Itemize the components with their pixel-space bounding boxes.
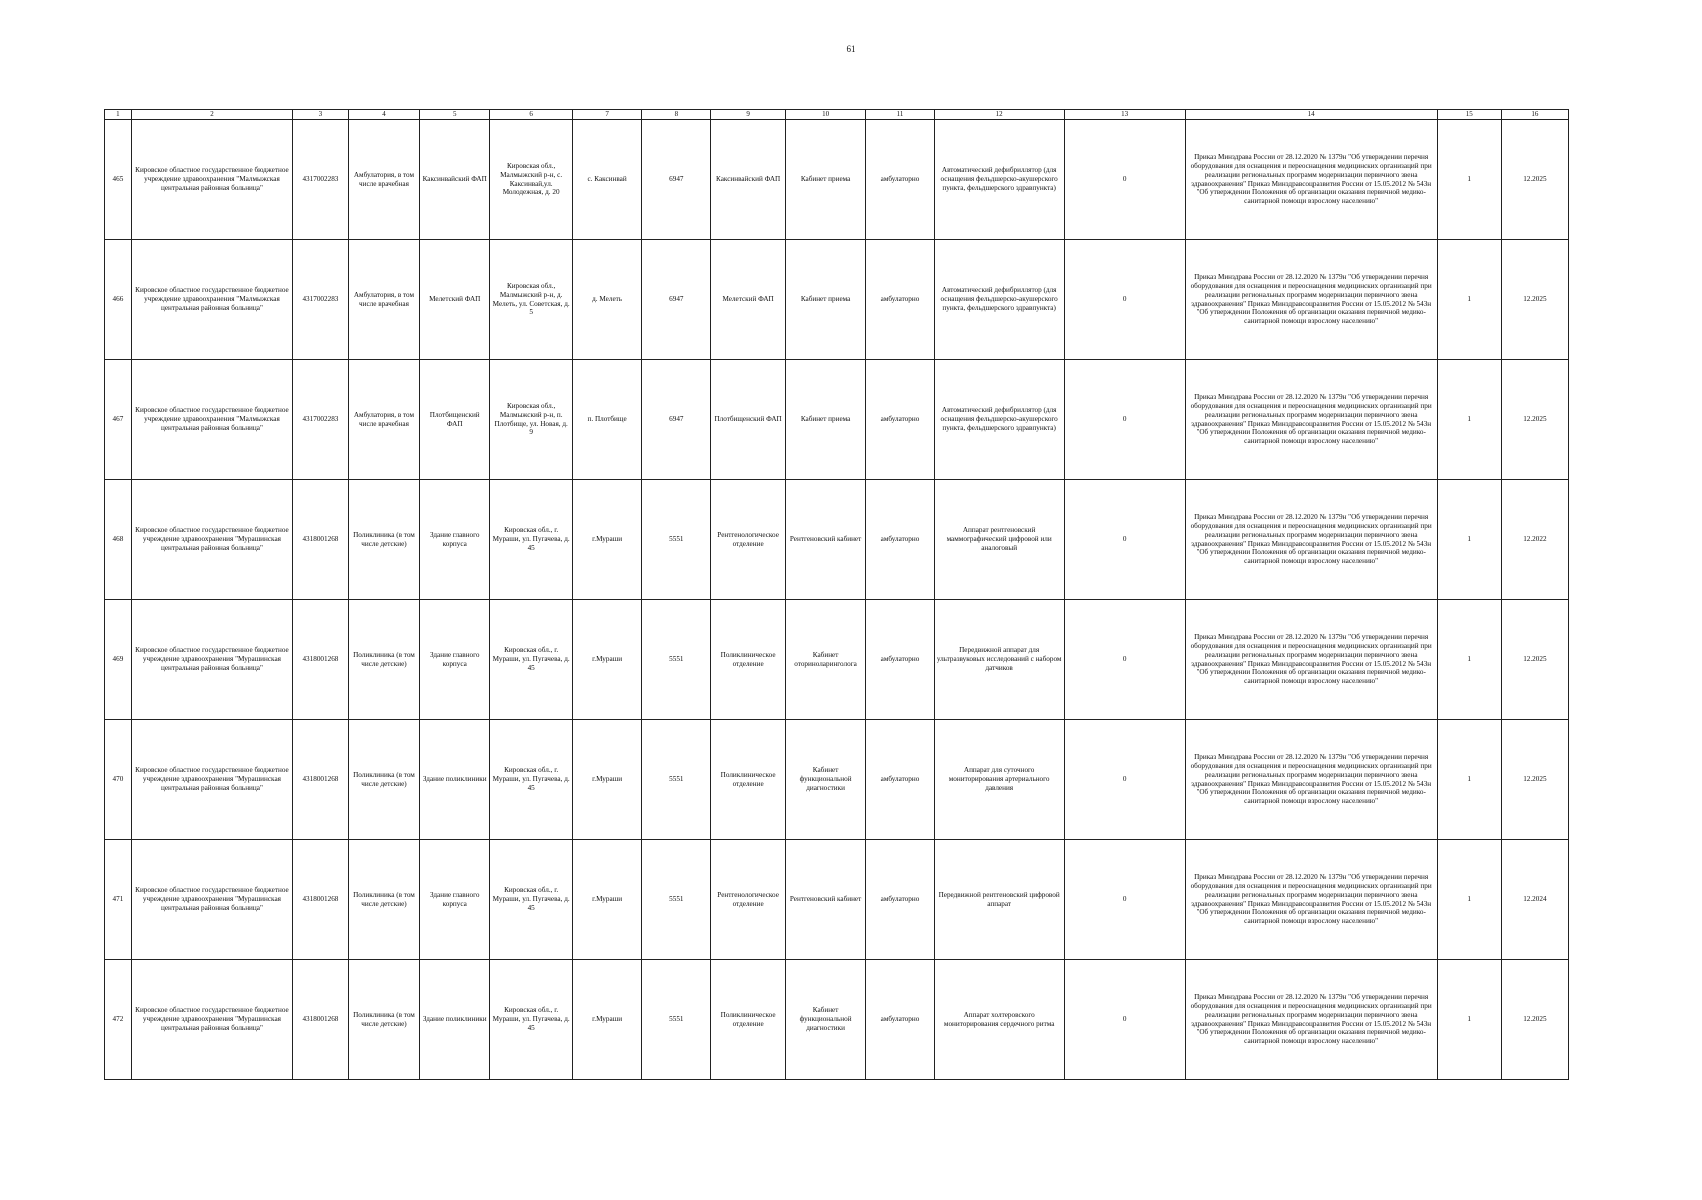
column-number-3: 3	[293, 110, 349, 120]
facility-type: Поликлиника (в том числе детские)	[348, 720, 419, 840]
quantity-needed: 1	[1437, 720, 1501, 840]
settlement: г.Мураши	[572, 480, 641, 600]
table-row	[105, 480, 1569, 600]
inn-code: 4318001268	[293, 600, 349, 720]
column-number-16: 16	[1501, 110, 1568, 120]
organization-name: Кировское областное государственное бюджетное учреждение здравоохранения "Мурашинская центральная районная больница"	[131, 840, 292, 960]
row-number: 465	[105, 120, 132, 240]
address: Кировская обл., г. Мураши, ул. Пугачева, д. 45	[490, 720, 573, 840]
legal-basis: Приказ Минздрава России от 28.12.2020 № 1379н "Об утверждении перечня оборудования для оснащения и переоснащения медицинских организаций при реализации региональных программ модернизации первичного звена здравоохранения" Приказ Минздравсоцразвития России от 15.05.2012 № 543н "Об утверждении Положения об организации оказания первичной медико-санитарной помощи взрослому населению"	[1185, 840, 1437, 960]
quantity-current: 0	[1064, 120, 1185, 240]
due-date: 12.2025	[1501, 240, 1568, 360]
due-date: 12.2025	[1501, 360, 1568, 480]
building-name: Мелетский ФАП	[420, 240, 490, 360]
population: 5551	[642, 720, 711, 840]
care-mode: амбулаторно	[866, 720, 934, 840]
department: Поликлиническое отделение	[711, 960, 785, 1080]
inn-code: 4318001268	[293, 720, 349, 840]
equipment-name: Автоматический дефибриллятор (для оснащения фельдшерско-акушерского пункта, фельдшерского здравпункта)	[934, 120, 1064, 240]
population: 6947	[642, 360, 711, 480]
row-number: 469	[105, 600, 132, 720]
column-number-row	[105, 110, 1569, 120]
population: 5551	[642, 960, 711, 1080]
department: Рентгенологическое отделение	[711, 480, 785, 600]
quantity-current: 0	[1064, 720, 1185, 840]
equipment-name: Аппарат рентгеновский маммографический цифровой или аналоговый	[934, 480, 1064, 600]
due-date: 12.2025	[1501, 600, 1568, 720]
address: Кировская обл., г. Мураши, ул. Пугачева, д. 45	[490, 600, 573, 720]
building-name: Плотбищенский ФАП	[420, 360, 490, 480]
population: 6947	[642, 240, 711, 360]
due-date: 12.2025	[1501, 960, 1568, 1080]
equipment-name: Передвижной аппарат для ультразвуковых исследований с набором датчиков	[934, 600, 1064, 720]
row-number: 470	[105, 720, 132, 840]
column-number-13: 13	[1064, 110, 1185, 120]
settlement: г.Мураши	[572, 600, 641, 720]
table-row	[105, 960, 1569, 1080]
column-number-6: 6	[490, 110, 573, 120]
quantity-current: 0	[1064, 360, 1185, 480]
organization-name: Кировское областное государственное бюджетное учреждение здравоохранения "Малмыжская центральная районная больница"	[131, 120, 292, 240]
department: Поликлиническое отделение	[711, 600, 785, 720]
inn-code: 4317002283	[293, 240, 349, 360]
care-mode: амбулаторно	[866, 240, 934, 360]
legal-basis: Приказ Минздрава России от 28.12.2020 № 1379н "Об утверждении перечня оборудования для оснащения и переоснащения медицинских организаций при реализации региональных программ модернизации первичного звена здравоохранения" Приказ Минздравсоцразвития России от 15.05.2012 № 543н "Об утверждении Положения об организации оказания первичной медико-санитарной помощи взрослому населению"	[1185, 600, 1437, 720]
address: Кировская обл., Малмыжский р-н, п. Плотбище, ул. Новая, д. 9	[490, 360, 573, 480]
column-number-12: 12	[934, 110, 1064, 120]
legal-basis: Приказ Минздрава России от 28.12.2020 № 1379н "Об утверждении перечня оборудования для оснащения и переоснащения медицинских организаций при реализации региональных программ модернизации первичного звена здравоохранения" Приказ Минздравсоцразвития России от 15.05.2012 № 543н "Об утверждении Положения об организации оказания первичной медико-санитарной помощи взрослому населению"	[1185, 480, 1437, 600]
table-row	[105, 360, 1569, 480]
table-row	[105, 600, 1569, 720]
column-number-4: 4	[348, 110, 419, 120]
organization-name: Кировское областное государственное бюджетное учреждение здравоохранения "Мурашинская центральная районная больница"	[131, 600, 292, 720]
department: Рентгенологическое отделение	[711, 840, 785, 960]
care-mode: амбулаторно	[866, 600, 934, 720]
facility-type: Амбулатория, в том числе врачебная	[348, 360, 419, 480]
address: Кировская обл., г. Мураши, ул. Пугачева, д. 45	[490, 840, 573, 960]
quantity-current: 0	[1064, 480, 1185, 600]
facility-type: Поликлиника (в том числе детские)	[348, 480, 419, 600]
facility-type: Амбулатория, в том числе врачебная	[348, 240, 419, 360]
due-date: 12.2024	[1501, 840, 1568, 960]
equipment-name: Аппарат холтеровского мониторирования сердечного ритма	[934, 960, 1064, 1080]
legal-basis: Приказ Минздрава России от 28.12.2020 № 1379н "Об утверждении перечня оборудования для оснащения и переоснащения медицинских организаций при реализации региональных программ модернизации первичного звена здравоохранения" Приказ Минздравсоцразвития России от 15.05.2012 № 543н "Об утверждении Положения об организации оказания первичной медико-санитарной помощи взрослому населению"	[1185, 960, 1437, 1080]
quantity-needed: 1	[1437, 240, 1501, 360]
legal-basis: Приказ Минздрава России от 28.12.2020 № 1379н "Об утверждении перечня оборудования для оснащения и переоснащения медицинских организаций при реализации региональных программ модернизации первичного звена здравоохранения" Приказ Минздравсоцразвития России от 15.05.2012 № 543н "Об утверждении Положения об организации оказания первичной медико-санитарной помощи взрослому населению"	[1185, 360, 1437, 480]
address: Кировская обл., Малмыжский р-н, д. Мелеть, ул. Советская, д. 5	[490, 240, 573, 360]
due-date: 12.2025	[1501, 720, 1568, 840]
facility-type: Поликлиника (в том числе детские)	[348, 960, 419, 1080]
column-number-14: 14	[1185, 110, 1437, 120]
settlement: г.Мураши	[572, 720, 641, 840]
quantity-needed: 1	[1437, 600, 1501, 720]
care-mode: амбулаторно	[866, 360, 934, 480]
quantity-current: 0	[1064, 240, 1185, 360]
quantity-current: 0	[1064, 960, 1185, 1080]
room: Кабинет приема	[785, 240, 866, 360]
legal-basis: Приказ Минздрава России от 28.12.2020 № 1379н "Об утверждении перечня оборудования для оснащения и переоснащения медицинских организаций при реализации региональных программ модернизации первичного звена здравоохранения" Приказ Минздравсоцразвития России от 15.05.2012 № 543н "Об утверждении Положения об организации оказания первичной медико-санитарной помощи взрослому населению"	[1185, 720, 1437, 840]
building-name: Здание поликлиники	[420, 960, 490, 1080]
inn-code: 4317002283	[293, 120, 349, 240]
row-number: 467	[105, 360, 132, 480]
population: 5551	[642, 600, 711, 720]
row-number: 468	[105, 480, 132, 600]
column-number-11: 11	[866, 110, 934, 120]
room: Рентгеновский кабинет	[785, 840, 866, 960]
row-number: 466	[105, 240, 132, 360]
quantity-current: 0	[1064, 840, 1185, 960]
page-number: 61	[846, 44, 856, 54]
column-number-10: 10	[785, 110, 866, 120]
column-number-15: 15	[1437, 110, 1501, 120]
address: Кировская обл., Малмыжский р-н, с. Каксинвай,ул. Молодежная, д. 20	[490, 120, 573, 240]
table-row	[105, 840, 1569, 960]
legal-basis: Приказ Минздрава России от 28.12.2020 № 1379н "Об утверждении перечня оборудования для оснащения и переоснащения медицинских организаций при реализации региональных программ модернизации первичного звена здравоохранения" Приказ Минздравсоцразвития России от 15.05.2012 № 543н "Об утверждении Положения об организации оказания первичной медико-санитарной помощи взрослому населению"	[1185, 120, 1437, 240]
facility-type: Амбулатория, в том числе врачебная	[348, 120, 419, 240]
organization-name: Кировское областное государственное бюджетное учреждение здравоохранения "Малмыжская центральная районная больница"	[131, 360, 292, 480]
table-row	[105, 120, 1569, 240]
column-number-1: 1	[105, 110, 132, 120]
equipment-name: Автоматический дефибриллятор (для оснащения фельдшерско-акушерского пункта, фельдшерского здравпункта)	[934, 240, 1064, 360]
legal-basis: Приказ Минздрава России от 28.12.2020 № 1379н "Об утверждении перечня оборудования для оснащения и переоснащения медицинских организаций при реализации региональных программ модернизации первичного звена здравоохранения" Приказ Минздравсоцразвития России от 15.05.2012 № 543н "Об утверждении Положения об организации оказания первичной медико-санитарной помощи взрослому населению"	[1185, 240, 1437, 360]
settlement: д. Мелеть	[572, 240, 641, 360]
room: Кабинет функциональной диагностики	[785, 720, 866, 840]
facility-type: Поликлиника (в том числе детские)	[348, 600, 419, 720]
room: Кабинет приема	[785, 360, 866, 480]
organization-name: Кировское областное государственное бюджетное учреждение здравоохранения "Мурашинская центральная районная больница"	[131, 960, 292, 1080]
care-mode: амбулаторно	[866, 120, 934, 240]
quantity-needed: 1	[1437, 120, 1501, 240]
facility-type: Поликлиника (в том числе детские)	[348, 840, 419, 960]
department: Каксинвайский ФАП	[711, 120, 785, 240]
equipment-name: Автоматический дефибриллятор (для оснащения фельдшерско-акушерского пункта, фельдшерского здравпункта)	[934, 360, 1064, 480]
quantity-current: 0	[1064, 600, 1185, 720]
quantity-needed: 1	[1437, 480, 1501, 600]
column-number-7: 7	[572, 110, 641, 120]
department: Поликлиническое отделение	[711, 720, 785, 840]
column-number-5: 5	[420, 110, 490, 120]
quantity-needed: 1	[1437, 360, 1501, 480]
building-name: Каксинвайский ФАП	[420, 120, 490, 240]
equipment-name: Аппарат для суточного мониторирования артериального давления	[934, 720, 1064, 840]
due-date: 12.2025	[1501, 120, 1568, 240]
population: 6947	[642, 120, 711, 240]
table-row	[105, 240, 1569, 360]
organization-name: Кировское областное государственное бюджетное учреждение здравоохранения "Малмыжская центральная районная больница"	[131, 240, 292, 360]
room: Рентгеновский кабинет	[785, 480, 866, 600]
organization-name: Кировское областное государственное бюджетное учреждение здравоохранения "Мурашинская центральная районная больница"	[131, 720, 292, 840]
equipment-name: Передвижной рентгеновский цифровой аппарат	[934, 840, 1064, 960]
column-number-2: 2	[131, 110, 292, 120]
building-name: Здание главного корпуса	[420, 480, 490, 600]
inn-code: 4318001268	[293, 480, 349, 600]
building-name: Здание поликлиники	[420, 720, 490, 840]
column-number-8: 8	[642, 110, 711, 120]
address: Кировская обл., г. Мураши, ул. Пугачева, д. 45	[490, 960, 573, 1080]
settlement: с. Каксинвай	[572, 120, 641, 240]
population: 5551	[642, 840, 711, 960]
department: Мелетский ФАП	[711, 240, 785, 360]
room: Кабинет оториноларинголога	[785, 600, 866, 720]
inn-code: 4318001268	[293, 960, 349, 1080]
organization-name: Кировское областное государственное бюджетное учреждение здравоохранения "Мурашинская центральная районная больница"	[131, 480, 292, 600]
row-number: 471	[105, 840, 132, 960]
quantity-needed: 1	[1437, 960, 1501, 1080]
settlement: г.Мураши	[572, 840, 641, 960]
building-name: Здание главного корпуса	[420, 600, 490, 720]
equipment-table	[104, 109, 1569, 1080]
due-date: 12.2022	[1501, 480, 1568, 600]
care-mode: амбулаторно	[866, 960, 934, 1080]
care-mode: амбулаторно	[866, 840, 934, 960]
inn-code: 4318001268	[293, 840, 349, 960]
inn-code: 4317002283	[293, 360, 349, 480]
room: Кабинет приема	[785, 120, 866, 240]
row-number: 472	[105, 960, 132, 1080]
table-row	[105, 720, 1569, 840]
department: Плотбищенский ФАП	[711, 360, 785, 480]
settlement: п. Плотбище	[572, 360, 641, 480]
settlement: г.Мураши	[572, 960, 641, 1080]
building-name: Здание главного корпуса	[420, 840, 490, 960]
room: Кабинет функциональной диагностики	[785, 960, 866, 1080]
table-body	[105, 120, 1569, 1080]
column-number-9: 9	[711, 110, 785, 120]
address: Кировская обл., г. Мураши, ул. Пугачева, д. 45	[490, 480, 573, 600]
quantity-needed: 1	[1437, 840, 1501, 960]
population: 5551	[642, 480, 711, 600]
care-mode: амбулаторно	[866, 480, 934, 600]
